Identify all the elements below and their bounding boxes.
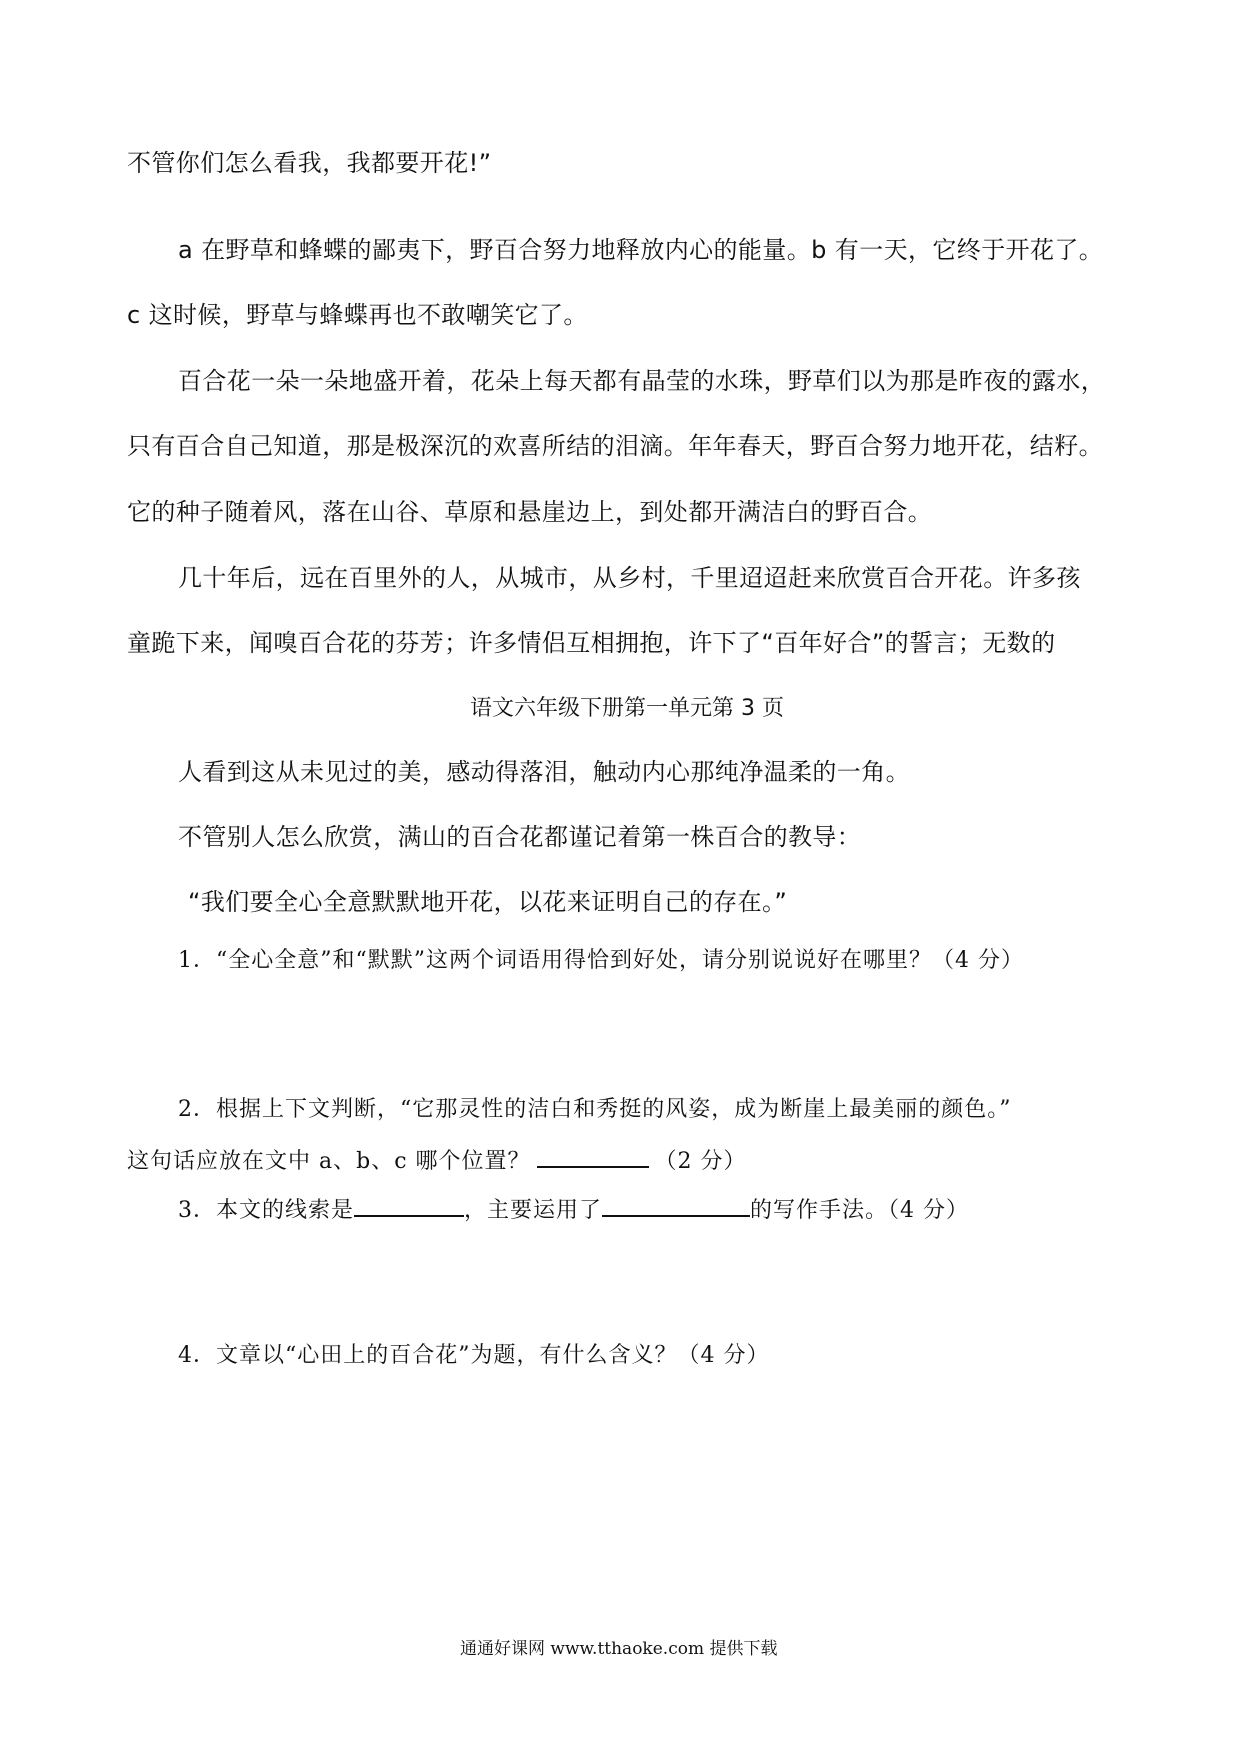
question-3 [178,1193,969,1225]
answer-blank-clue[interactable] [354,1193,464,1217]
answer-blank-technique[interactable] [602,1193,750,1217]
passage-line-2: a 在野草和蜂蝶的鄙夷下，野百合努力地释放内心的能量。b 有一天，它终于开花了。 [178,236,1104,264]
passage-line-7: 几十年后，远在百里外的人，从城市，从乡村，千里迢迢赶来欣赏百合开花。许多孩 [178,564,1081,592]
passage-line-4: 百合花一朵一朵地盛开着，花朵上每天都有晶莹的水珠，野草们以为那是昨夜的露水， [178,367,1106,395]
question-1: 1．“全心全意”和“默默”这两个词语用得恰到好处，请分别说说好在哪里？（4 分） [178,948,1024,973]
passage-line-6: 它的种子随着风，落在山谷、草原和悬崖边上，到处都开满洁白的野百合。 [127,498,933,526]
question-3-text-b: ，主要运用了 [464,1198,603,1223]
passage-line-1: 不管你们怎么看我，我都要开花!” [127,149,492,177]
passage-line-10: 不管别人怎么欣赏，满山的百合花都谨记着第一株百合的教导： [178,823,862,851]
page-label: 语文六年级下册第一单元第 3 页 [470,696,784,721]
question-2-line-2 [127,1144,747,1176]
question-3-text-c: 的写作手法。（4 分） [750,1198,970,1223]
question-2-text: 这句话应放在文中 a、b、c 哪个位置？ [127,1149,531,1174]
question-2-line-1: 2．根据上下文判断，“它那灵性的洁白和秀挺的风姿，成为断崖上最美丽的颜色。” [178,1097,1012,1122]
footer-text: 通通好课网 www.tthaoke.com 提供下载 [460,1639,778,1659]
passage-line-5: 只有百合自己知道，那是极深沉的欢喜所结的泪滴。年年春天，野百合努力地开花，结籽。 [127,432,1103,460]
passage-line-9: 人看到这从未见过的美，感动得落泪，触动内心那纯净温柔的一角。 [178,758,910,786]
passage-line-11: “我们要全心全意默默地开花，以花来证明自己的存在。” [188,888,788,916]
answer-blank-position[interactable] [537,1144,649,1168]
passage-line-8: 童跪下来，闻嗅百合花的芬芳；许多情侣互相拥抱，许下了“百年好合”的誓言；无数的 [127,629,1056,657]
passage-line-3: c 这时候，野草与蜂蝶再也不敢嘲笑它了。 [127,301,588,329]
question-4: 4．文章以“心田上的百合花”为题，有什么含义？（4 分） [178,1343,770,1368]
question-2-score: （2 分） [654,1149,747,1174]
question-3-text-a: 3．本文的线索是 [178,1198,354,1223]
